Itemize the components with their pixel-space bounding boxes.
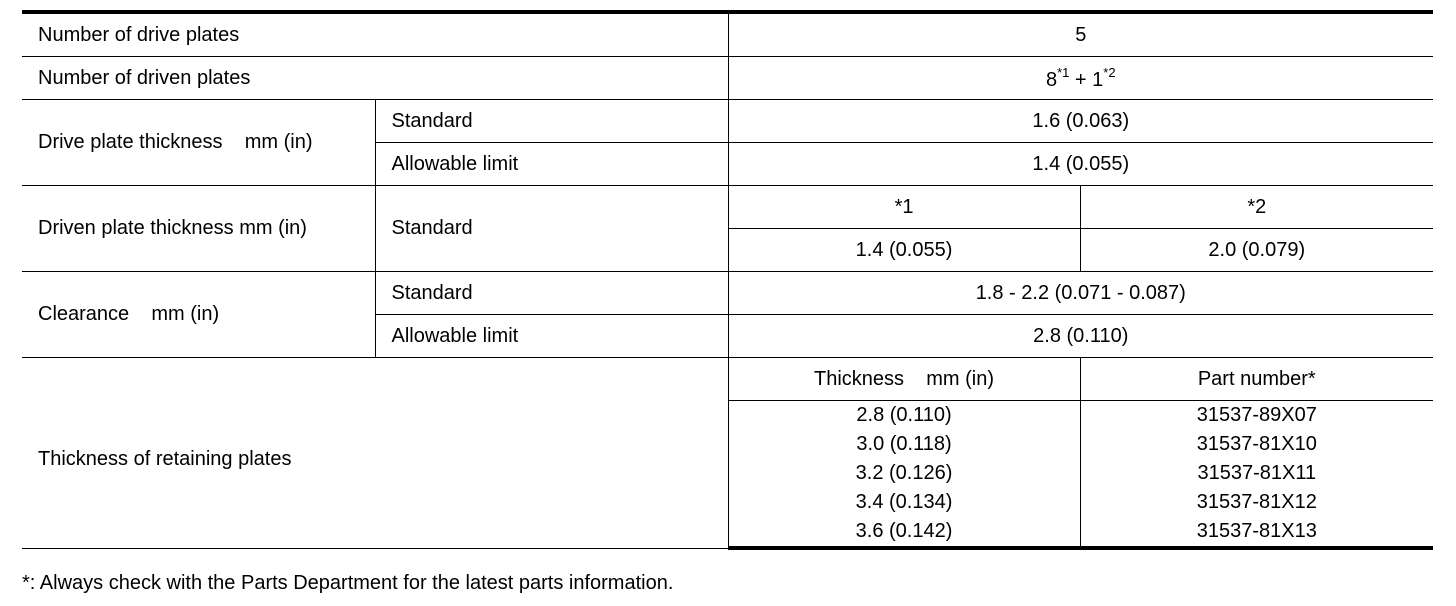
list-item: 3.4 (0.134) xyxy=(855,491,953,513)
drive-standard-label: Standard xyxy=(375,100,728,143)
retaining-thickness-list xyxy=(728,401,1080,549)
clearance-label: Clearance mm (in) xyxy=(22,272,375,358)
clearance-limit-value: 2.8 (0.110) xyxy=(728,315,1433,358)
list-item: 2.8 (0.110) xyxy=(856,404,952,426)
table-row xyxy=(22,100,1433,143)
list-item: 31537-81X11 xyxy=(1197,462,1317,484)
list-item: 31537-81X13 xyxy=(1196,520,1317,542)
driven-col2-value: 2.0 (0.079) xyxy=(1080,229,1433,272)
spec-table xyxy=(22,10,1433,550)
list-item: 31537-89X07 xyxy=(1196,404,1317,426)
driven-col2-header: *2 xyxy=(1080,186,1433,229)
driven-col1-value: 1.4 (0.055) xyxy=(728,229,1080,272)
drive-standard-value: 1.6 (0.063) xyxy=(728,100,1433,143)
table-row xyxy=(22,12,1433,57)
list-item: 31537-81X12 xyxy=(1196,491,1317,513)
drive-plates-label: Number of drive plates xyxy=(22,12,728,57)
table-row xyxy=(22,186,1433,229)
list-item: 3.6 (0.142) xyxy=(855,520,953,542)
retaining-part-list xyxy=(1080,401,1433,549)
table-row xyxy=(22,358,1433,401)
clearance-limit-label: Allowable limit xyxy=(375,315,728,358)
drive-limit-value: 1.4 (0.055) xyxy=(728,143,1433,186)
clearance-standard-value: 1.8 - 2.2 (0.071 - 0.087) xyxy=(728,272,1433,315)
driven-plates-sup2: *2 xyxy=(1103,64,1116,80)
driven-standard-label: Standard xyxy=(375,186,728,272)
drive-plates-value: 5 xyxy=(728,12,1433,57)
driven-plates-base: 8 xyxy=(1045,68,1058,91)
retaining-thickness-header: Thickness mm (in) xyxy=(728,358,1080,401)
driven-plates-value xyxy=(728,57,1433,100)
clearance-standard-label: Standard xyxy=(375,272,728,315)
drive-limit-label: Allowable limit xyxy=(375,143,728,186)
driven-plates-sup1: *1 xyxy=(1057,64,1070,80)
driven-plates-label: Number of driven plates xyxy=(22,57,728,100)
retaining-label: Thickness of retaining plates xyxy=(22,358,728,549)
footnote: *: Always check with the Parts Department for the latest parts information. xyxy=(22,572,674,594)
drive-thickness-label: Drive plate thickness mm (in) xyxy=(22,100,375,186)
table-row xyxy=(22,57,1433,100)
list-item: 3.0 (0.118) xyxy=(856,433,952,455)
list-item: 31537-81X10 xyxy=(1196,433,1317,455)
driven-thickness-label: Driven plate thickness mm (in) xyxy=(22,186,375,272)
table-row xyxy=(22,272,1433,315)
list-item: 3.2 (0.126) xyxy=(855,462,953,484)
driven-plates-plus: + 1 xyxy=(1069,68,1104,91)
retaining-part-header: Part number* xyxy=(1080,358,1433,401)
driven-col1-header: *1 xyxy=(728,186,1080,229)
